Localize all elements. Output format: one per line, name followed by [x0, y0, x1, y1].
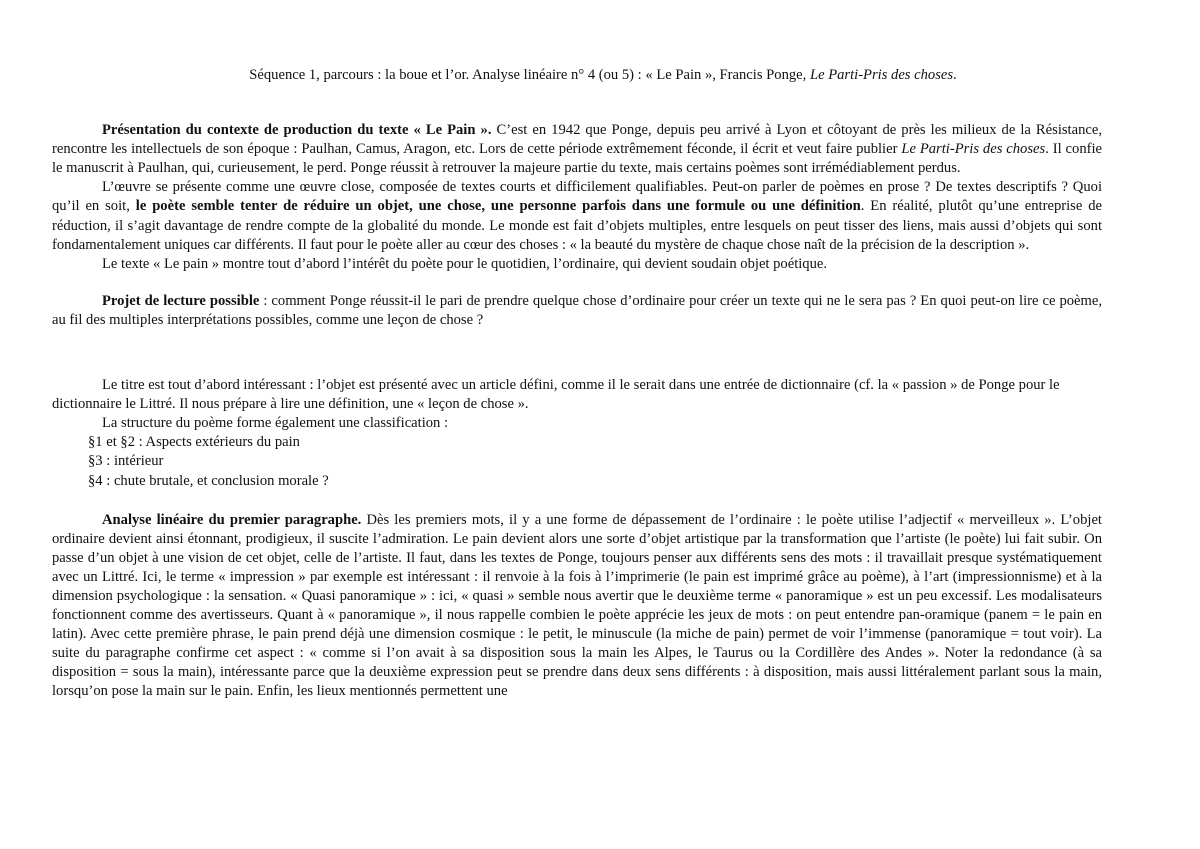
presentation-heading: Présentation du contexte de production du texte « Le Pain ». — [102, 122, 492, 139]
oeuvre-paragraph — [52, 178, 1102, 254]
title-suffix: . — [953, 67, 957, 83]
structure-intro: La structure du poème forme également une classification : — [102, 415, 449, 432]
title-book: Le Parti-Pris des choses — [809, 67, 954, 83]
presentation-text-2: . Il confie le manuscrit à Paulhan, qui, curieusement, le perd. Ponge réussit à retrouver la majeure partie du texte, mais certains poèmes sont irrémédiablement perdus. — [52, 141, 1103, 177]
presentation-paragraph — [52, 121, 1102, 178]
structure-list — [52, 414, 1102, 490]
document-title — [52, 66, 1102, 85]
analyse-heading: Analyse linéaire du premier paragraphe. — [102, 511, 362, 528]
projet-heading: Projet de lecture possible — [102, 292, 260, 309]
quotidien-paragraph: Le texte « Le pain » montre tout d’abord l’intérêt du poète pour le quotidien, l’ordinaire, qui devient soudain objet poétique. — [102, 255, 828, 272]
structure-item: §3 : intérieur — [88, 453, 164, 470]
oeuvre-bold: le poète semble tenter de réduire un objet, une chose, une personne parfois dans une formule ou une définition — [135, 198, 861, 215]
presentation-text-1: C’est en 1942 que Ponge, depuis peu arrivé à Lyon et côtoyant de près les milieux de la Résistance, rencontre les intellectuels de son époque : Paulhan, Camus, Aragon, etc. Lors de cette période extrêmement féconde, il écrit et veut faire publier — [52, 122, 1102, 158]
titre-paragraph: Le titre est tout d’abord intéressant : l’objet est présenté avec un article défini, comme il le serait dans une entrée de dictionnaire (cf. la « passion » de Ponge pour le dictionnaire le Littré. Il nous prépare à lire une définition, une « leçon de chose ». — [52, 377, 1060, 413]
structure-item: §4 : chute brutale, et conclusion morale ? — [88, 472, 329, 489]
projet-paragraph — [52, 292, 1102, 330]
analyse-text: Dès les premiers mots, il y a une forme de dépassement de l’ordinaire : le poète utilise l’adjectif « merveilleux ». L’objet ordinaire devient ainsi étonnant, prodigieux, il suscite l’admiration. Le pain devient alors une sorte d’objet artistique par la transformation que l’artiste (le poète) lui fait subir. On passe d’un objet à une vision de cet objet, celle de l’artiste. Il faut, dans les textes de Ponge, toujours penser aux différents sens des mots : il travaillait presque systématiquement avec un Littré. Ici, le terme « impression » par exemple est intéressant : il renvoie à la fois à l’imprimerie (le pain est imprimé grâce au poème), à l’art (impressionnisme) et à la dimension psychologique : la sensation. « Quasi panoramique » : ici, « quasi » semble nous avertir que le deuxième terme « panoramique » est un peu excessif. Les modalisateurs fonctionnent comme des avertisseurs. Quant à « panoramique », il nous rappelle combien le poète apprécie les jeux de mots : on peut entendre pan-oramique (panem = le pain en latin). Avec cette première phrase, le pain prend déjà une dimension cosmique : le petit, le minuscule (la miche de pain) permet de voir l’immense (panoramique = tout voir). La suite du paragraphe confirme cet aspect : « comme si l’on avait à sa disposition sous la main les Alpes, le Taurus ou la Cordillère des Andes ». Noter la redondance (à sa disposition = sous la main), intéressante parce que la deuxième expression peut se prendre dans deux sens différents : à disposition, mais aussi littéralement parlant sous la main, lorsqu’on pose la main sur le pain. Enfin, les lieux mentionnés permettent une — [52, 511, 1102, 700]
title-prefix: Séquence 1, parcours : la boue et l’or. Analyse linéaire n° 4 (ou 5) : « Le Pain », Francis Ponge, — [249, 67, 810, 83]
oeuvre-text-1: L’œuvre se présente comme une œuvre close, composée de textes courts et difficilement qualifiables. Peut-on parler de poèmes en prose ? De textes descriptifs ? Quoi qu’il en soit, — [52, 179, 1102, 215]
projet-text: : comment Ponge réussit-il le pari de prendre quelque chose d’ordinaire pour créer un texte qui ne le sera pas ? En quoi peut-on lire ce poème, au fil des multiples interprétations possibles, comme une leçon de chose ? — [52, 292, 1102, 328]
structure-item: §1 et §2 : Aspects extérieurs du pain — [88, 434, 300, 451]
oeuvre-text-2: . En réalité, plutôt qu’une entreprise de réduction, il s’agit davantage de rendre compte de la globalité du monde. Le monde est fait d’objets multiples, entre lesquels on peut tisser des liens, mais aussi d’objets qui sont fondamentalement uniques car différents. Il faut pour le poète aller au cœur des choses : « la beauté du mystère de chaque chose naît de la précision de la description ». — [52, 198, 1102, 253]
analyse-paragraph — [52, 511, 1102, 702]
presentation-book: Le Parti-Pris des choses — [901, 141, 1046, 158]
